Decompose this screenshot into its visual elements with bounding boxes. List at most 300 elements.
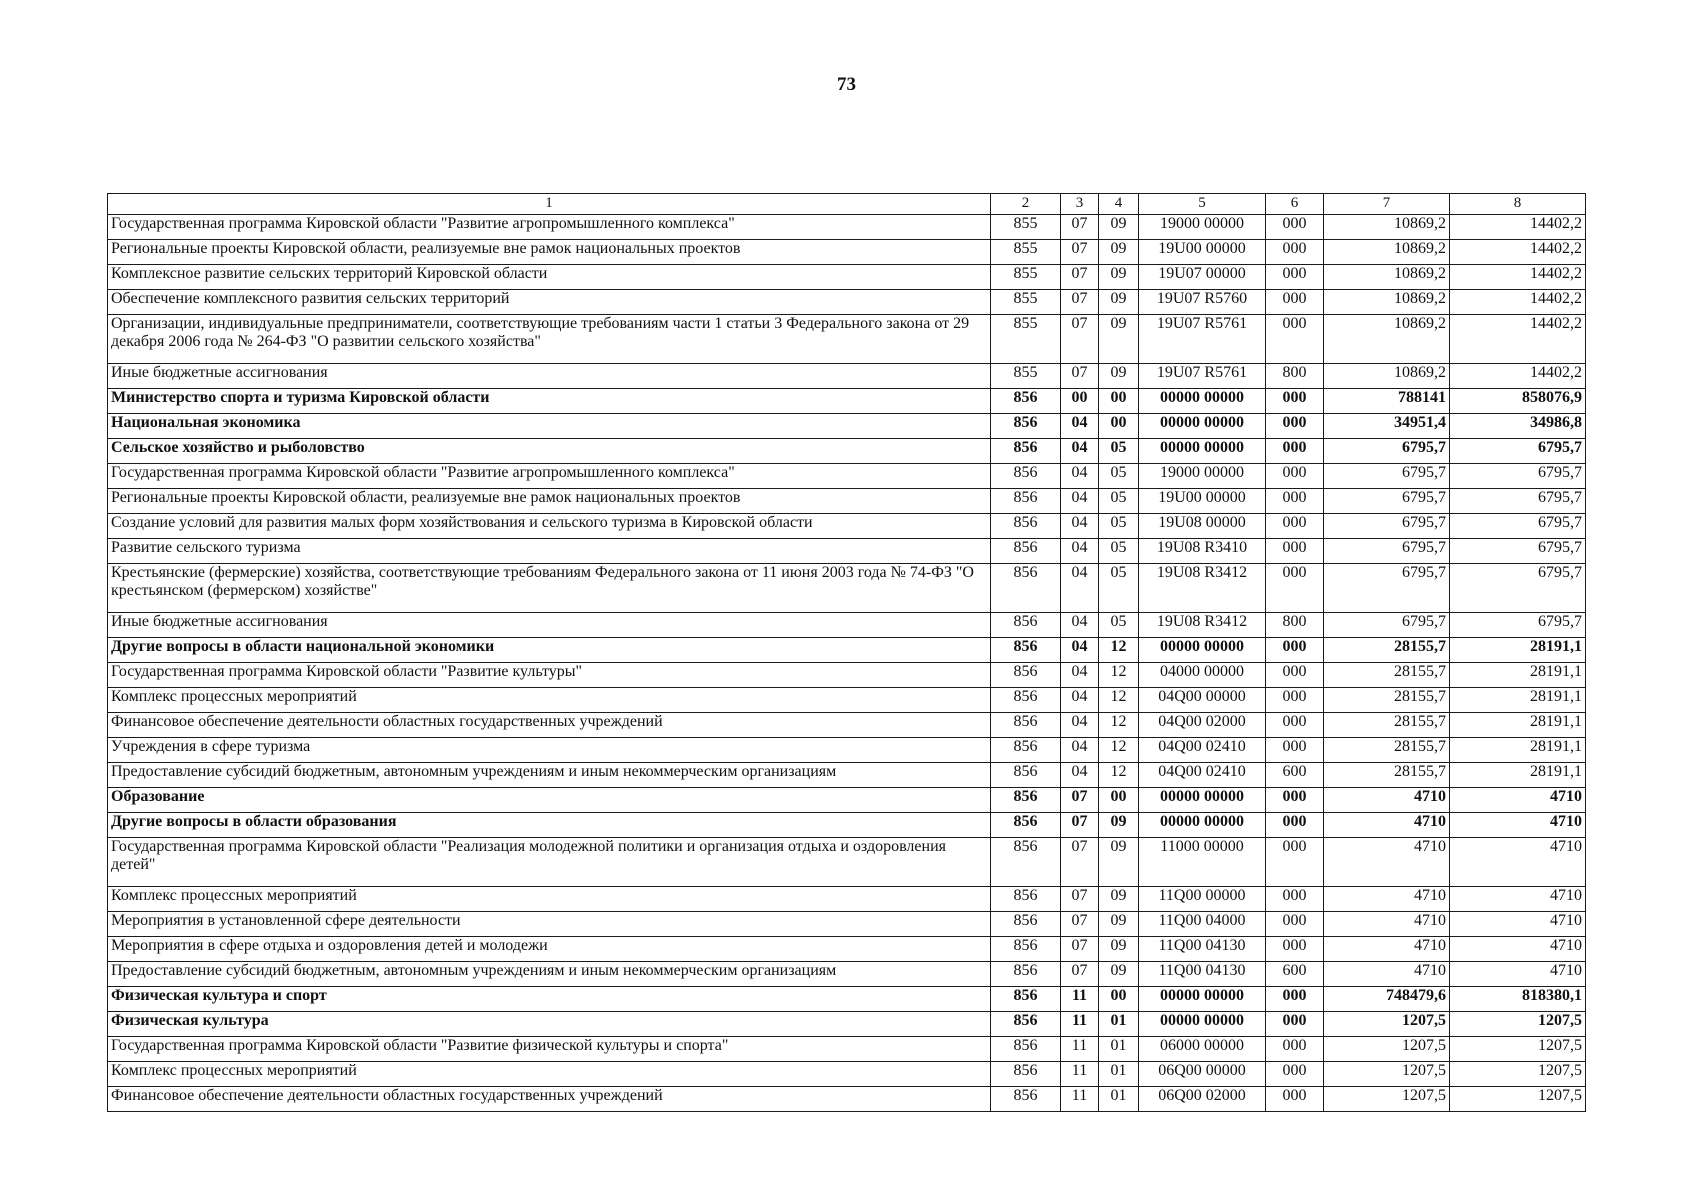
row-target-article: 00000 00000 — [1139, 439, 1266, 464]
row-subsection-code: 00 — [1099, 389, 1139, 414]
row-ministry-code: 855 — [991, 215, 1061, 240]
row-section-code: 07 — [1061, 290, 1099, 315]
row-target-article: 11Q00 04130 — [1139, 962, 1266, 987]
row-ministry-code: 856 — [991, 514, 1061, 539]
row-amount-col8: 1207,5 — [1450, 1087, 1586, 1112]
row-amount-col8: 14402,2 — [1450, 315, 1586, 364]
row-target-article: 19U07 00000 — [1139, 265, 1266, 290]
row-ministry-code: 856 — [991, 887, 1061, 912]
row-target-article: 11Q00 00000 — [1139, 887, 1266, 912]
row-section-code: 07 — [1061, 937, 1099, 962]
row-ministry-code: 856 — [991, 1062, 1061, 1087]
table-row — [108, 315, 1586, 364]
row-name: Финансовое обеспечение деятельности областных государственных учреждений — [108, 1087, 991, 1112]
table-row — [108, 364, 1586, 389]
row-target-article: 04Q00 02000 — [1139, 713, 1266, 738]
row-amount-col8: 4710 — [1450, 937, 1586, 962]
row-name: Другие вопросы в области образования — [108, 813, 991, 838]
row-amount-col7: 28155,7 — [1324, 763, 1450, 788]
row-name: Комплексное развитие сельских территорий Кировской области — [108, 265, 991, 290]
row-name: Крестьянские (фермерские) хозяйства, соответствующие требованиям Федерального закона от 11 июня 2003 года № 74-ФЗ "О крестьянском (фермерском) хозяйстве" — [108, 564, 991, 613]
row-section-code: 04 — [1061, 663, 1099, 688]
row-subsection-code: 09 — [1099, 887, 1139, 912]
row-section-code: 07 — [1061, 788, 1099, 813]
row-section-code: 11 — [1061, 1037, 1099, 1062]
row-section-code: 04 — [1061, 439, 1099, 464]
row-ministry-code: 856 — [991, 539, 1061, 564]
column-number-row — [108, 194, 1586, 215]
row-name: Комплекс процессных мероприятий — [108, 1062, 991, 1087]
row-name: Организации, индивидуальные предприниматели, соответствующие требованиям части 1 статьи 3 Федерального закона от 29 декабря 2006 года № 264-ФЗ "О развитии сельского хозяйства" — [108, 315, 991, 364]
row-amount-col8: 6795,7 — [1450, 613, 1586, 638]
row-amount-col8: 28191,1 — [1450, 738, 1586, 763]
row-name: Предоставление субсидий бюджетным, автономным учреждениям и иным некоммерческим организациям — [108, 962, 991, 987]
row-expense-type: 000 — [1266, 439, 1324, 464]
row-amount-col8: 4710 — [1450, 887, 1586, 912]
row-amount-col7: 6795,7 — [1324, 489, 1450, 514]
row-section-code: 07 — [1061, 315, 1099, 364]
row-ministry-code: 856 — [991, 962, 1061, 987]
row-name: Государственная программа Кировской области "Развитие агропромышленного комплекса" — [108, 215, 991, 240]
row-subsection-code: 00 — [1099, 987, 1139, 1012]
row-expense-type: 000 — [1266, 838, 1324, 887]
row-subsection-code: 09 — [1099, 265, 1139, 290]
row-amount-col7: 10869,2 — [1324, 364, 1450, 389]
column-header-4: 4 — [1099, 194, 1139, 215]
row-amount-col7: 10869,2 — [1324, 240, 1450, 265]
table-row — [108, 215, 1586, 240]
row-amount-col8: 28191,1 — [1450, 663, 1586, 688]
table-row — [108, 414, 1586, 439]
row-name: Образование — [108, 788, 991, 813]
row-name: Региональные проекты Кировской области, реализуемые вне рамок национальных проектов — [108, 489, 991, 514]
row-amount-col8: 4710 — [1450, 962, 1586, 987]
row-subsection-code: 00 — [1099, 788, 1139, 813]
row-amount-col8: 14402,2 — [1450, 290, 1586, 315]
table-row — [108, 1087, 1586, 1112]
row-expense-type: 000 — [1266, 389, 1324, 414]
table-row — [108, 489, 1586, 514]
row-amount-col8: 6795,7 — [1450, 464, 1586, 489]
row-expense-type: 000 — [1266, 265, 1324, 290]
row-name: Предоставление субсидий бюджетным, автономным учреждениям и иным некоммерческим организациям — [108, 763, 991, 788]
row-amount-col7: 748479,6 — [1324, 987, 1450, 1012]
row-amount-col7: 1207,5 — [1324, 1037, 1450, 1062]
row-section-code: 04 — [1061, 738, 1099, 763]
row-amount-col8: 1207,5 — [1450, 1012, 1586, 1037]
table-row — [108, 813, 1586, 838]
row-amount-col7: 28155,7 — [1324, 738, 1450, 763]
table-row — [108, 788, 1586, 813]
row-section-code: 04 — [1061, 613, 1099, 638]
row-ministry-code: 856 — [991, 713, 1061, 738]
row-expense-type: 000 — [1266, 414, 1324, 439]
row-target-article: 11Q00 04130 — [1139, 937, 1266, 962]
row-name: Создание условий для развития малых форм хозяйствования и сельского туризма в Кировской области — [108, 514, 991, 539]
row-amount-col7: 10869,2 — [1324, 215, 1450, 240]
row-subsection-code: 01 — [1099, 1062, 1139, 1087]
row-name: Финансовое обеспечение деятельности областных государственных учреждений — [108, 713, 991, 738]
row-amount-col7: 4710 — [1324, 813, 1450, 838]
row-section-code: 04 — [1061, 489, 1099, 514]
row-ministry-code: 856 — [991, 912, 1061, 937]
row-ministry-code: 856 — [991, 613, 1061, 638]
row-amount-col8: 14402,2 — [1450, 240, 1586, 265]
row-section-code: 07 — [1061, 887, 1099, 912]
row-subsection-code: 09 — [1099, 364, 1139, 389]
row-subsection-code: 12 — [1099, 738, 1139, 763]
column-header-7: 7 — [1324, 194, 1450, 215]
row-expense-type: 000 — [1266, 738, 1324, 763]
row-amount-col7: 4710 — [1324, 912, 1450, 937]
row-name: Комплекс процессных мероприятий — [108, 887, 991, 912]
row-subsection-code: 12 — [1099, 713, 1139, 738]
column-header-1: 1 — [108, 194, 991, 215]
row-amount-col8: 14402,2 — [1450, 364, 1586, 389]
row-ministry-code: 856 — [991, 663, 1061, 688]
row-amount-col8: 6795,7 — [1450, 489, 1586, 514]
row-amount-col7: 34951,4 — [1324, 414, 1450, 439]
row-amount-col8: 28191,1 — [1450, 688, 1586, 713]
table-row — [108, 688, 1586, 713]
row-ministry-code: 856 — [991, 389, 1061, 414]
row-expense-type: 000 — [1266, 1037, 1324, 1062]
row-section-code: 07 — [1061, 265, 1099, 290]
row-expense-type: 000 — [1266, 987, 1324, 1012]
table-row — [108, 1062, 1586, 1087]
row-expense-type: 000 — [1266, 514, 1324, 539]
column-header-8: 8 — [1450, 194, 1586, 215]
row-subsection-code: 05 — [1099, 514, 1139, 539]
row-ministry-code: 855 — [991, 240, 1061, 265]
row-subsection-code: 12 — [1099, 763, 1139, 788]
row-expense-type: 000 — [1266, 688, 1324, 713]
row-target-article: 19U00 00000 — [1139, 240, 1266, 265]
row-amount-col7: 6795,7 — [1324, 464, 1450, 489]
row-section-code: 04 — [1061, 688, 1099, 713]
row-name: Комплекс процессных мероприятий — [108, 688, 991, 713]
row-amount-col8: 6795,7 — [1450, 539, 1586, 564]
row-amount-col7: 6795,7 — [1324, 439, 1450, 464]
row-ministry-code: 856 — [991, 788, 1061, 813]
row-target-article: 00000 00000 — [1139, 414, 1266, 439]
row-section-code: 04 — [1061, 564, 1099, 613]
row-target-article: 00000 00000 — [1139, 788, 1266, 813]
row-amount-col8: 1207,5 — [1450, 1062, 1586, 1087]
row-subsection-code: 05 — [1099, 539, 1139, 564]
row-ministry-code: 855 — [991, 364, 1061, 389]
row-amount-col7: 6795,7 — [1324, 514, 1450, 539]
row-section-code: 11 — [1061, 1087, 1099, 1112]
row-expense-type: 000 — [1266, 1087, 1324, 1112]
row-target-article: 19U07 R5761 — [1139, 315, 1266, 364]
table-row — [108, 1012, 1586, 1037]
table-row — [108, 838, 1586, 887]
row-name: Физическая культура и спорт — [108, 987, 991, 1012]
row-expense-type: 000 — [1266, 813, 1324, 838]
table-row — [108, 987, 1586, 1012]
row-name: Министерство спорта и туризма Кировской области — [108, 389, 991, 414]
row-amount-col8: 4710 — [1450, 912, 1586, 937]
table-row — [108, 738, 1586, 763]
row-section-code: 07 — [1061, 912, 1099, 937]
row-subsection-code: 12 — [1099, 663, 1139, 688]
row-subsection-code: 09 — [1099, 215, 1139, 240]
row-ministry-code: 855 — [991, 290, 1061, 315]
row-amount-col7: 10869,2 — [1324, 290, 1450, 315]
row-name: Иные бюджетные ассигнования — [108, 613, 991, 638]
table-row — [108, 265, 1586, 290]
row-subsection-code: 05 — [1099, 464, 1139, 489]
row-section-code: 11 — [1061, 1062, 1099, 1087]
table-row — [108, 290, 1586, 315]
row-target-article: 19U00 00000 — [1139, 489, 1266, 514]
row-section-code: 07 — [1061, 962, 1099, 987]
table-body — [108, 194, 1586, 1112]
row-amount-col7: 28155,7 — [1324, 713, 1450, 738]
row-ministry-code: 856 — [991, 937, 1061, 962]
row-ministry-code: 856 — [991, 489, 1061, 514]
row-ministry-code: 856 — [991, 688, 1061, 713]
row-name: Учреждения в сфере туризма — [108, 738, 991, 763]
column-header-6: 6 — [1266, 194, 1324, 215]
row-ministry-code: 855 — [991, 265, 1061, 290]
row-amount-col7: 4710 — [1324, 838, 1450, 887]
row-section-code: 11 — [1061, 987, 1099, 1012]
row-target-article: 19U08 R3412 — [1139, 564, 1266, 613]
column-header-5: 5 — [1139, 194, 1266, 215]
row-subsection-code: 09 — [1099, 838, 1139, 887]
row-amount-col7: 6795,7 — [1324, 564, 1450, 613]
row-expense-type: 000 — [1266, 663, 1324, 688]
row-amount-col8: 818380,1 — [1450, 987, 1586, 1012]
row-subsection-code: 09 — [1099, 315, 1139, 364]
row-amount-col7: 10869,2 — [1324, 315, 1450, 364]
table-row — [108, 613, 1586, 638]
row-subsection-code: 09 — [1099, 813, 1139, 838]
row-subsection-code: 12 — [1099, 638, 1139, 663]
row-section-code: 00 — [1061, 389, 1099, 414]
row-subsection-code: 05 — [1099, 489, 1139, 514]
row-target-article: 00000 00000 — [1139, 389, 1266, 414]
row-amount-col8: 28191,1 — [1450, 638, 1586, 663]
table-row — [108, 564, 1586, 613]
row-target-article: 06Q00 00000 — [1139, 1062, 1266, 1087]
row-subsection-code: 01 — [1099, 1012, 1139, 1037]
row-target-article: 06Q00 02000 — [1139, 1087, 1266, 1112]
row-section-code: 07 — [1061, 813, 1099, 838]
row-section-code: 04 — [1061, 464, 1099, 489]
row-ministry-code: 856 — [991, 439, 1061, 464]
row-expense-type: 000 — [1266, 489, 1324, 514]
row-subsection-code: 05 — [1099, 613, 1139, 638]
row-name: Другие вопросы в области национальной экономики — [108, 638, 991, 663]
table-row — [108, 713, 1586, 738]
row-ministry-code: 855 — [991, 315, 1061, 364]
row-section-code: 07 — [1061, 240, 1099, 265]
row-amount-col8: 858076,9 — [1450, 389, 1586, 414]
row-expense-type: 000 — [1266, 215, 1324, 240]
row-amount-col8: 6795,7 — [1450, 514, 1586, 539]
row-ministry-code: 856 — [991, 763, 1061, 788]
table-row — [108, 240, 1586, 265]
row-amount-col8: 4710 — [1450, 838, 1586, 887]
row-target-article: 19000 00000 — [1139, 215, 1266, 240]
table-row — [108, 663, 1586, 688]
row-ministry-code: 856 — [991, 987, 1061, 1012]
row-amount-col8: 14402,2 — [1450, 265, 1586, 290]
row-expense-type: 000 — [1266, 713, 1324, 738]
row-expense-type: 000 — [1266, 1012, 1324, 1037]
row-ministry-code: 856 — [991, 638, 1061, 663]
row-expense-type: 000 — [1266, 788, 1324, 813]
row-amount-col7: 6795,7 — [1324, 613, 1450, 638]
row-target-article: 19000 00000 — [1139, 464, 1266, 489]
table-row — [108, 539, 1586, 564]
row-section-code: 04 — [1061, 414, 1099, 439]
table-row — [108, 514, 1586, 539]
row-name: Иные бюджетные ассигнования — [108, 364, 991, 389]
row-expense-type: 000 — [1266, 315, 1324, 364]
table-row — [108, 439, 1586, 464]
row-target-article: 06000 00000 — [1139, 1037, 1266, 1062]
row-section-code: 04 — [1061, 713, 1099, 738]
row-amount-col8: 28191,1 — [1450, 713, 1586, 738]
row-name: Обеспечение комплексного развития сельских территорий — [108, 290, 991, 315]
row-expense-type: 000 — [1266, 240, 1324, 265]
row-amount-col7: 4710 — [1324, 937, 1450, 962]
row-ministry-code: 856 — [991, 564, 1061, 613]
row-expense-type: 000 — [1266, 887, 1324, 912]
row-subsection-code: 05 — [1099, 439, 1139, 464]
row-subsection-code: 09 — [1099, 240, 1139, 265]
row-target-article: 04000 00000 — [1139, 663, 1266, 688]
row-subsection-code: 12 — [1099, 688, 1139, 713]
row-name: Государственная программа Кировской области "Реализация молодежной политики и организация отдыха и оздоровления детей" — [108, 838, 991, 887]
page-number: 73 — [837, 74, 856, 95]
row-target-article: 19U07 R5761 — [1139, 364, 1266, 389]
row-ministry-code: 856 — [991, 738, 1061, 763]
row-expense-type: 000 — [1266, 464, 1324, 489]
row-amount-col8: 14402,2 — [1450, 215, 1586, 240]
table-row — [108, 937, 1586, 962]
row-subsection-code: 01 — [1099, 1037, 1139, 1062]
row-target-article: 19U08 R3412 — [1139, 613, 1266, 638]
row-target-article: 04Q00 00000 — [1139, 688, 1266, 713]
table-row — [108, 389, 1586, 414]
row-subsection-code: 09 — [1099, 962, 1139, 987]
row-name: Физическая культура — [108, 1012, 991, 1037]
row-amount-col7: 4710 — [1324, 962, 1450, 987]
row-amount-col7: 4710 — [1324, 788, 1450, 813]
row-expense-type: 000 — [1266, 937, 1324, 962]
row-amount-col7: 1207,5 — [1324, 1062, 1450, 1087]
row-amount-col7: 788141 — [1324, 389, 1450, 414]
row-target-article: 11Q00 04000 — [1139, 912, 1266, 937]
row-target-article: 04Q00 02410 — [1139, 763, 1266, 788]
row-section-code: 11 — [1061, 1012, 1099, 1037]
row-target-article: 00000 00000 — [1139, 987, 1266, 1012]
row-ministry-code: 856 — [991, 1087, 1061, 1112]
row-section-code: 04 — [1061, 638, 1099, 663]
row-name: Мероприятия в установленной сфере деятельности — [108, 912, 991, 937]
row-target-article: 00000 00000 — [1139, 638, 1266, 663]
row-amount-col7: 1207,5 — [1324, 1012, 1450, 1037]
row-section-code: 07 — [1061, 215, 1099, 240]
row-subsection-code: 05 — [1099, 564, 1139, 613]
row-ministry-code: 856 — [991, 464, 1061, 489]
row-ministry-code: 856 — [991, 1037, 1061, 1062]
row-target-article: 00000 00000 — [1139, 813, 1266, 838]
row-ministry-code: 856 — [991, 414, 1061, 439]
row-expense-type: 800 — [1266, 613, 1324, 638]
row-ministry-code: 856 — [991, 813, 1061, 838]
row-amount-col7: 28155,7 — [1324, 688, 1450, 713]
row-subsection-code: 00 — [1099, 414, 1139, 439]
row-expense-type: 800 — [1266, 364, 1324, 389]
row-amount-col7: 10869,2 — [1324, 265, 1450, 290]
row-amount-col8: 34986,8 — [1450, 414, 1586, 439]
row-expense-type: 000 — [1266, 638, 1324, 663]
table-row — [108, 1037, 1586, 1062]
row-name: Сельское хозяйство и рыболовство — [108, 439, 991, 464]
row-target-article: 04Q00 02410 — [1139, 738, 1266, 763]
row-section-code: 04 — [1061, 539, 1099, 564]
table-row — [108, 912, 1586, 937]
row-subsection-code: 09 — [1099, 912, 1139, 937]
row-amount-col7: 28155,7 — [1324, 663, 1450, 688]
row-name: Государственная программа Кировской области "Развитие культуры" — [108, 663, 991, 688]
row-amount-col8: 28191,1 — [1450, 763, 1586, 788]
budget-table — [107, 193, 1586, 1112]
row-target-article: 19U08 00000 — [1139, 514, 1266, 539]
table-row — [108, 638, 1586, 663]
table-row — [108, 962, 1586, 987]
row-subsection-code: 01 — [1099, 1087, 1139, 1112]
row-expense-type: 000 — [1266, 1062, 1324, 1087]
table-row — [108, 763, 1586, 788]
row-expense-type: 600 — [1266, 763, 1324, 788]
row-amount-col8: 6795,7 — [1450, 439, 1586, 464]
row-subsection-code: 09 — [1099, 290, 1139, 315]
row-amount-col8: 1207,5 — [1450, 1037, 1586, 1062]
row-expense-type: 000 — [1266, 564, 1324, 613]
row-name: Региональные проекты Кировской области, реализуемые вне рамок национальных проектов — [108, 240, 991, 265]
row-section-code: 07 — [1061, 364, 1099, 389]
row-ministry-code: 856 — [991, 1012, 1061, 1037]
row-expense-type: 600 — [1266, 962, 1324, 987]
column-header-2: 2 — [991, 194, 1061, 215]
row-amount-col7: 6795,7 — [1324, 539, 1450, 564]
row-target-article: 00000 00000 — [1139, 1012, 1266, 1037]
row-target-article: 11000 00000 — [1139, 838, 1266, 887]
table-row — [108, 464, 1586, 489]
row-ministry-code: 856 — [991, 838, 1061, 887]
row-amount-col8: 4710 — [1450, 788, 1586, 813]
row-amount-col8: 6795,7 — [1450, 564, 1586, 613]
row-expense-type: 000 — [1266, 539, 1324, 564]
row-amount-col7: 1207,5 — [1324, 1087, 1450, 1112]
row-section-code: 04 — [1061, 763, 1099, 788]
row-name: Государственная программа Кировской области "Развитие физической культуры и спорта" — [108, 1037, 991, 1062]
row-section-code: 07 — [1061, 838, 1099, 887]
row-name: Мероприятия в сфере отдыха и оздоровления детей и молодежи — [108, 937, 991, 962]
row-name: Национальная экономика — [108, 414, 991, 439]
row-name: Государственная программа Кировской области "Развитие агропромышленного комплекса" — [108, 464, 991, 489]
row-expense-type: 000 — [1266, 912, 1324, 937]
row-subsection-code: 09 — [1099, 937, 1139, 962]
row-name: Развитие сельского туризма — [108, 539, 991, 564]
